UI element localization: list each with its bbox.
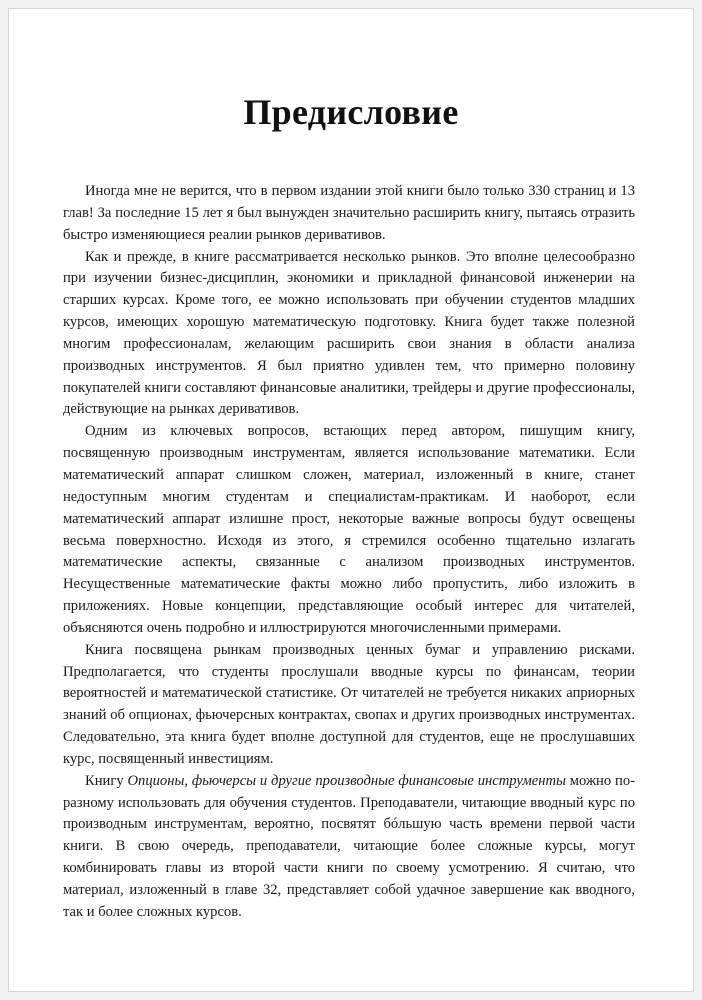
paragraph-5 xyxy=(63,771,635,924)
page-title: Предисловие xyxy=(243,92,459,132)
paragraph-5-rest: можно по-разному использовать для обучения студентов. Преподаватели, читающие вводный курс по производным инструментам, вероятно, посвятят бóльшую часть времени первой части книги. В свою очередь, преподаватели, читающие более сложные курсы, могут комбинировать главы из второй части книги по своему усмотрению. Я считаю, что материал, изложенный в главе 32, представляет собой удачное завершение как вводного, так и более сложных курсов. xyxy=(63,772,635,920)
paragraph-3: Одним из ключевых вопросов, встающих перед автором, пишущим книгу, посвященную производным инструментам, является использование математики. Если математический аппарат слишком сложен, материал, изложенный в книге, станет недоступным многим студентам и специалистам-практикам. И наоборот, если математический аппарат излишне прост, некоторые важные вопросы будут освещены весьма поверхностно. Исходя из этого, я стремился особенно тщательно излагать математические аспекты, связанные с анализом производных инструментов. Несущественные математические факты можно либо пропустить, либо изложить в приложениях. Новые концепции, представляющие особый интерес для читателей, объясняются очень подробно и иллюстрируются многочисленными примерами. xyxy=(63,423,635,636)
paragraph-5-lead: Книгу xyxy=(85,772,128,789)
body-text xyxy=(63,181,635,924)
document-page xyxy=(8,8,694,992)
paragraph-2: Как и прежде, в книге рассматривается несколько рынков. Это вполне целесообразно при изучении бизнес-дисциплин, экономики и прикладной финансовой инженерии на старших курсах. Кроме того, ее можно использовать при обучении студентов младших курсов, имеющих хорошую математическую подготовку. Книга будет также полезной многим профессионалам, желающим расширить свои знания в области анализа производных инструментов. Я был приятно удивлен тем, что примерно половину покупателей книги составляют финансовые аналитики, трейдеры и другие профессионалы, действующие на рынках деривативов. xyxy=(63,248,635,418)
paragraph-4: Книга посвящена рынкам производных ценных бумаг и управлению рисками. Предполагается, что студенты прослушали вводные курсы по финансам, теории вероятностей и математической статистике. От читателей не требуется никаких априорных знаний об опционах, фьючерсных контрактах, свопах и других производных инструментах. Следовательно, эта книга будет вполне доступной для студентов, еще не прослушавших курс, посвященный инвестициям. xyxy=(63,641,635,767)
paragraph-1: Иногда мне не верится, что в первом издании этой книги было только 330 страниц и 13 глав! За последние 15 лет я был вынужден значительно расширить книгу, пытаясь отразить быстро изменяющиеся реалии рынков деривативов. xyxy=(63,183,635,243)
book-title-italic: Опционы, фьючерсы и другие производные финансовые инструменты xyxy=(127,772,566,789)
